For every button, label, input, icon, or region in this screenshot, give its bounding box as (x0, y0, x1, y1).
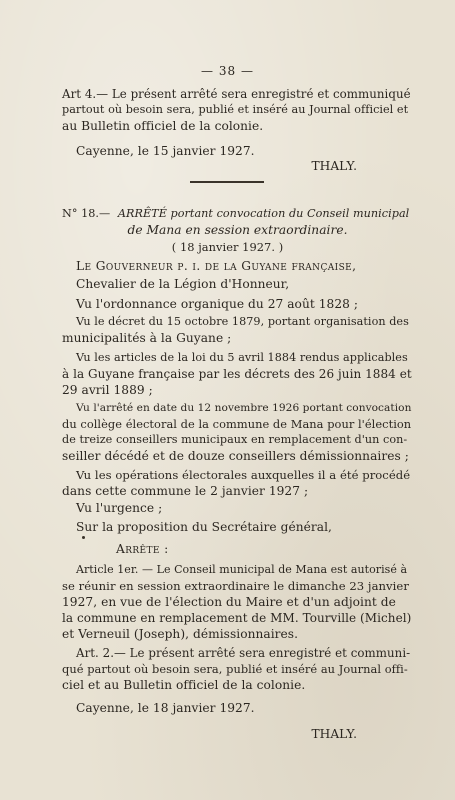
top-article-line: partout où besoin sera, publié et inséré au Journal officiel et (62, 103, 409, 116)
top-article-line: au Bulletin officiel de la colonie. (62, 119, 264, 133)
visa-line: Vu les articles de la loi du 5 avril 1884 rendus applicables (76, 351, 408, 364)
top-article-signature: THALY. (311, 159, 357, 173)
visa-line: Vu le décret du 15 octobre 1879, portant organisation des (76, 315, 409, 328)
visa-line: à la Guyane française par les décrets des 26 juin 1884 et (62, 367, 412, 381)
visa-line: Vu l'arrêté en date du 12 novembre 1926 portant convocation (76, 402, 412, 414)
decree-title: ARRÊTÉ portant convocation du Conseil municipal (117, 207, 410, 220)
article-1-line: et Verneuil (Joseph), démissionnaires. (62, 627, 299, 641)
visa-line: dans cette commune le 2 janvier 1927 ; (62, 484, 309, 498)
decree-signature: THALY. (311, 727, 357, 741)
visa-line: Vu les opérations électorales auxquelles il a été procédé (76, 468, 411, 482)
decree-title-line1 (62, 206, 411, 222)
decree-closing-date: Cayenne, le 18 janvier 1927. (76, 701, 255, 715)
visa-line: Vu l'urgence ; (76, 501, 163, 515)
article-1-line: se réunir en session extraordinaire le dimanche 23 janvier (62, 579, 409, 593)
page-number: — 38 — (201, 64, 254, 78)
ink-dot (82, 536, 85, 539)
article-2-line: Art. 2.— Le présent arrêté sera enregistré et communi- (76, 646, 411, 660)
article-2-line: qué partout où besoin sera, publié et inséré au Journal offi- (62, 662, 408, 676)
top-article-line: Art 4.— Le présent arrêté sera enregistré et communiqué (62, 87, 411, 101)
visa-line: seiller décédé et de douze conseillers démissionnaires ; (62, 449, 409, 463)
visa-line: du collège électoral de la commune de Mana pour l'élection (62, 417, 412, 431)
visa-line: municipalités à la Guyane ; (62, 331, 232, 345)
section-divider (190, 181, 264, 183)
visa-line: Vu l'ordonnance organique du 27 août 1828 ; (76, 297, 359, 311)
visa-line: 29 avril 1889 ; (62, 383, 153, 397)
article-1-line: Article 1er. — Le Conseil municipal de Mana est autorisé à (76, 563, 408, 576)
article-1-line: la commune en remplacement de MM. Tourville (Michel) (62, 611, 412, 625)
governor-line: Le Gouverneur p. i. de la Guyane française, (76, 259, 357, 273)
visa-line: de treize conseillers municipaux en remplacement d'un con- (62, 433, 408, 446)
top-article-date: Cayenne, le 15 janvier 1927. (76, 144, 255, 158)
decree-date: ( 18 janvier 1927. ) (171, 240, 284, 254)
arrete-label: Arrête : (116, 542, 169, 556)
article-1-line: 1927, en vue de l'élection du Maire et d'un adjoint de (62, 595, 396, 609)
governor-title: Chevalier de la Légion d'Honneur, (76, 277, 290, 291)
decree-title-line2: de Mana en session extraordinaire. (127, 223, 348, 237)
decree-number: N° 18.— (62, 207, 111, 220)
visa-line: Sur la proposition du Secrétaire général, (76, 520, 332, 534)
article-2-line: ciel et au Bulletin officiel de la colonie. (62, 678, 306, 692)
